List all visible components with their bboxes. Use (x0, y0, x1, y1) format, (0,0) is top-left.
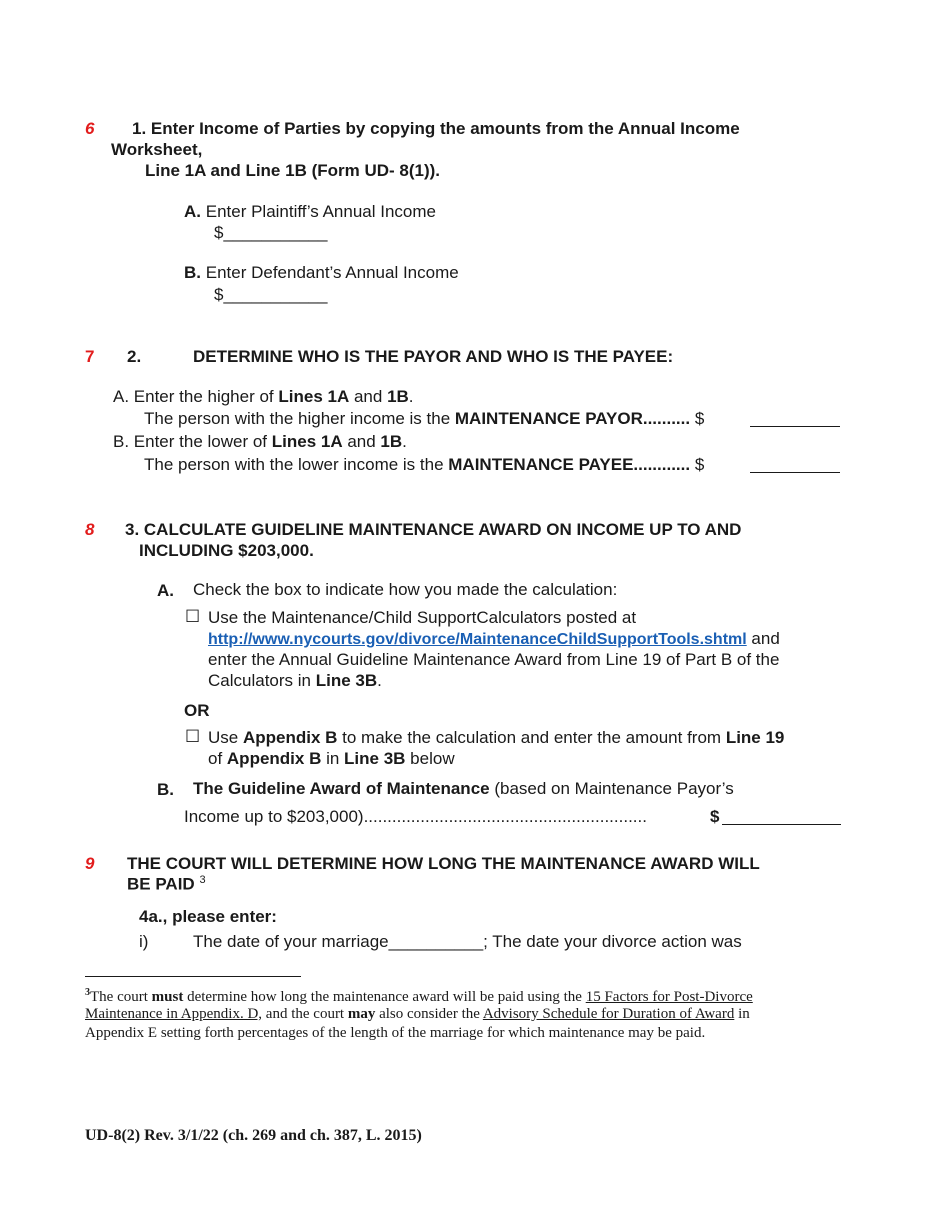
payor-role: MAINTENANCE PAYOR.......... (454, 409, 691, 428)
payee-role: MAINTENANCE PAYEE............ (448, 455, 691, 474)
calculator-option-line4 (208, 671, 382, 691)
section-marker-8: 8 (85, 520, 95, 539)
marriage-date-text: The date of your marriage__________; The date your divorce action was (193, 932, 742, 951)
section3-heading: 3. CALCULATE GUIDELINE MAINTENANCE AWARD ON INCOME UP TO AND (125, 520, 742, 539)
footnote-line2 (85, 1006, 750, 1023)
plaintiff-income-field[interactable]: $___________ (214, 223, 328, 242)
footnote-line1 (85, 987, 753, 1006)
defendant-income-label (184, 263, 459, 283)
payor-prefix: A. Enter the higher of (113, 387, 279, 406)
payee-line1a: Lines 1A (271, 432, 343, 451)
guideline-award-income: Income up to $203,000)............................................................ (184, 807, 647, 826)
calculator-link[interactable]: http://www.nycourts.gov/divorce/MaintenanceChildSupportTools.shtml (208, 631, 747, 648)
payor-amount-field[interactable] (750, 425, 840, 427)
footnote-ref: 3 (199, 874, 206, 886)
opt2-appendix-b2: Appendix B (226, 749, 322, 768)
footnote-appendix-d: Maintenance in Appendix. D, (85, 1006, 263, 1022)
footnote-number: 3 (85, 987, 90, 998)
guideline-award-field[interactable] (722, 823, 841, 825)
calculator-option-text: Use the Maintenance/Child SupportCalculators posted at (208, 608, 637, 627)
footnote-t6: and the court (262, 1006, 348, 1022)
section-marker-6: 6 (85, 119, 95, 138)
payee-line1b: 1B (380, 432, 403, 451)
calculator-option-line3: enter the Annual Guideline Maintenance Award from Line 19 of Part B of the (208, 650, 780, 669)
section-marker-9: 9 (85, 854, 95, 873)
opt2-mid: to make the calculation and enter the amount from (337, 728, 726, 747)
section-marker-7: 7 (85, 347, 95, 366)
payor-and: and (349, 387, 388, 406)
section1-heading-cont: Worksheet, (111, 140, 203, 159)
payee-dollar: $ (694, 455, 705, 474)
guideline-award-dollar: $ (710, 807, 720, 826)
payor-dollar: $ (694, 409, 705, 428)
defendant-income-text: Enter Defendant’s Annual Income (205, 263, 459, 282)
item-letter: A. (184, 202, 201, 221)
payor-period: . (408, 387, 414, 406)
or-separator: OR (184, 701, 210, 720)
payee-and: and (342, 432, 381, 451)
link-after-text: and (746, 629, 780, 648)
section4-item-label: i) (139, 932, 149, 951)
payee-sentence-text: The person with the lower income is the (144, 455, 449, 474)
opt2-below: below (405, 749, 455, 768)
footnote-factors: 15 Factors for Post-Divorce (585, 989, 753, 1005)
payor-sentence (144, 409, 704, 429)
payee-instruction (113, 432, 407, 452)
opt2-line19: Line 19 (725, 728, 785, 747)
guideline-award-label (193, 779, 734, 799)
section1-heading: 1. Enter Income of Parties by copying the amounts from the Annual Income (132, 119, 740, 138)
opt2-appendix-b: Appendix B (242, 728, 338, 747)
line4-bold: Line 3B (315, 671, 378, 690)
footnote-t8: also consider the (375, 1006, 483, 1022)
section2-number: 2. (127, 347, 142, 366)
opt2-line3b: Line 3B (344, 749, 406, 768)
footnote-t10: in (734, 1006, 750, 1022)
footnote-t3: determine how long the maintenance award will be paid using the (183, 989, 586, 1005)
section4-subheading: 4a., please enter: (139, 907, 277, 926)
section3-heading-cont: INCLUDING $203,000. (139, 541, 314, 560)
guideline-award-bold: The Guideline Award of Maintenance (193, 779, 490, 798)
footnote-line3: Appendix E setting forth percentages of the length of the marriage for which maintenance may be paid. (85, 1025, 706, 1041)
opt2-of: of (208, 749, 227, 768)
footnote-t1: The court (90, 989, 152, 1005)
calculator-checkbox[interactable]: ☐ (185, 607, 201, 627)
section3-a-letter: A. (157, 581, 174, 600)
payor-sentence-text: The person with the higher income is the (144, 409, 455, 428)
payor-line1b: 1B (387, 387, 409, 406)
line4-pre: Calculators in (208, 671, 316, 690)
appendix-checkbox[interactable]: ☐ (185, 727, 201, 747)
guideline-award-rest: (based on Maintenance Payor’s (489, 779, 734, 798)
section3-a-text: Check the box to indicate how you made the calculation: (193, 580, 618, 599)
plaintiff-income-label (184, 202, 436, 222)
appendix-option-line1 (208, 728, 784, 748)
appendix-option-line2 (208, 749, 455, 769)
footnote-advisory-schedule: Advisory Schedule for Duration of Award (482, 1006, 735, 1022)
section4-heading-end: BE PAID (127, 874, 195, 894)
form-footer: UD-8(2) Rev. 3/1/22 (ch. 269 and ch. 387, L. 2015) (85, 1127, 422, 1144)
footnote-must: must (151, 989, 184, 1005)
payee-sentence (144, 455, 704, 475)
opt2-in: in (321, 749, 345, 768)
line4-post: . (377, 671, 382, 690)
payee-amount-field[interactable] (750, 471, 840, 473)
payor-instruction (113, 387, 414, 407)
calculator-link-line (208, 629, 780, 649)
section1-heading-lines: Line 1A and Line 1B (Form UD- 8(1)). (145, 161, 441, 180)
payee-prefix: B. Enter the lower of (113, 432, 272, 451)
section2-heading: DETERMINE WHO IS THE PAYOR AND WHO IS THE PAYEE: (193, 347, 674, 366)
payor-line1a: Lines 1A (278, 387, 350, 406)
footnote-may: may (347, 1006, 376, 1022)
payee-period: . (402, 432, 407, 451)
footnote-divider (85, 976, 301, 977)
section4-heading-cont (127, 874, 206, 895)
section4-heading: THE COURT WILL DETERMINE HOW LONG THE MAINTENANCE AWARD WILL (127, 854, 760, 873)
opt2-use: Use (208, 728, 243, 747)
item-letter: B. (184, 263, 201, 282)
section3-b-letter: B. (157, 780, 174, 799)
defendant-income-field[interactable]: $___________ (214, 285, 328, 304)
plaintiff-income-text: Enter Plaintiff’s Annual Income (205, 202, 436, 221)
